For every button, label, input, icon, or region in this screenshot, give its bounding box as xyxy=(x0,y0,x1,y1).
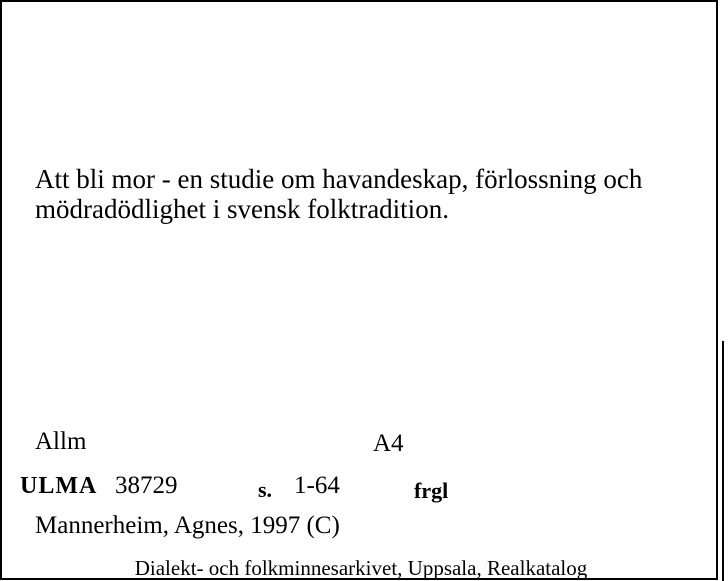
format-label: A4 xyxy=(373,430,404,457)
pages-label: s. xyxy=(258,477,273,502)
author-line: Mannerheim, Agnes, 1997 (C) xyxy=(35,512,340,539)
accession-number: 38729 xyxy=(115,472,178,499)
page-range: 1-64 xyxy=(294,472,340,499)
archive-footer: Dialekt- och folkminnesarkivet, Uppsala, Realkatalog xyxy=(134,556,588,580)
category-code: frgl xyxy=(414,478,449,503)
document-title: Att bli mor - en studie om havandeskap, förlossning och mödradödlighet i svensk folktradition. xyxy=(35,164,643,224)
archive-code: ULMA xyxy=(20,473,98,499)
classification-label: Allm xyxy=(35,428,87,455)
adjacent-card-edge xyxy=(722,341,724,581)
